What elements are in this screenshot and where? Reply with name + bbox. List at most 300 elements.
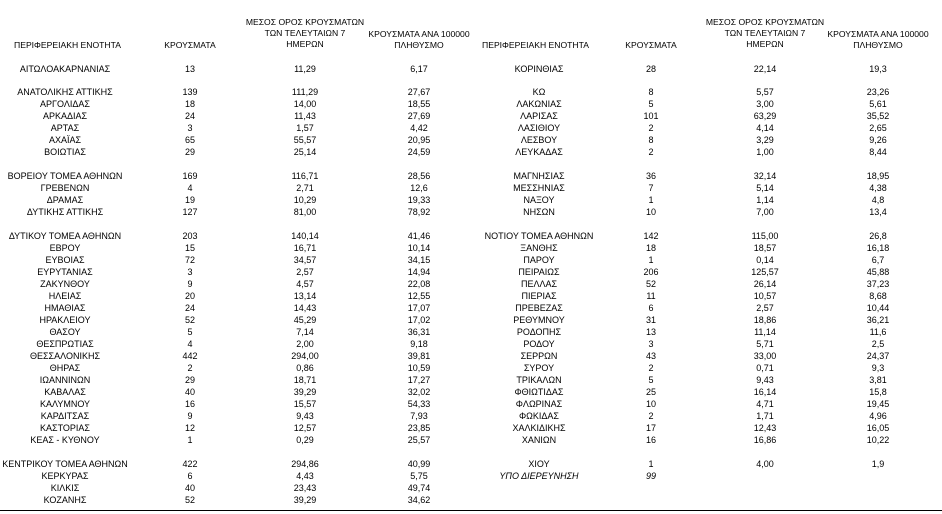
- table-row-right: [0, 266, 942, 278]
- table-row-right: [0, 206, 942, 218]
- region-cell: ΜΑΓΝΗΣΙΑΣ: [513, 171, 565, 181]
- region-cell: ΠΑΡΟΥ: [523, 255, 555, 265]
- region-cell: ΚΩ: [532, 87, 546, 97]
- avg7-cell: 18,86: [753, 315, 777, 325]
- per100k-cell: 4,96: [869, 411, 887, 421]
- avg7-cell: 81,00: [293, 207, 317, 217]
- header-region-left: ΠΕΡΙΦΕΡΕΙΑΚΗ ΕΝΟΤΗΤΑ: [14, 40, 121, 50]
- per100k-cell: 16,05: [866, 423, 890, 433]
- cases-cell: 40: [184, 387, 195, 397]
- cases-cell: 40: [184, 483, 195, 493]
- per100k-cell: 9,3: [871, 363, 885, 373]
- avg7-cell: 5,57: [756, 87, 774, 97]
- per100k-cell: 1,9: [871, 459, 885, 469]
- avg7-cell: 13,14: [293, 291, 317, 301]
- region-cell: ΑΧΑΪΑΣ: [48, 135, 82, 145]
- per100k-cell: 15,8: [869, 387, 887, 397]
- avg7-cell: 33,00: [753, 351, 777, 361]
- region-cell: ΚΟΖΑΝΗΣ: [43, 495, 87, 505]
- per100k-cell: 10,44: [866, 303, 890, 313]
- per100k-cell: 19,3: [869, 64, 887, 74]
- table-row-right: [0, 98, 942, 110]
- cases-cell: 16: [184, 399, 195, 409]
- cases-cell: 28: [645, 64, 656, 74]
- avg7-cell: 34,57: [293, 255, 317, 265]
- header-region-right: ΠΕΡΙΦΕΡΕΙΑΚΗ ΕΝΟΤΗΤΑ: [482, 40, 589, 50]
- header-avg7-line2: ΤΩΝ ΤΕΛΕΥΤΑΙΩΝ 7: [264, 28, 346, 38]
- cases-cell: 9: [187, 411, 193, 421]
- region-cell: ΘΕΣΣΑΛΟΝΙΚΗΣ: [29, 351, 101, 361]
- per100k-cell: 2,5: [871, 339, 885, 349]
- region-cell: ΑΝΑΤΟΛΙΚΗΣ ΑΤΤΙΚΗΣ: [17, 87, 113, 97]
- table-row-right: [0, 386, 942, 398]
- avg7-cell: 16,14: [753, 387, 777, 397]
- region-cell: ΙΩΑΝΝΙΝΩΝ: [39, 375, 91, 385]
- table-row-right: [0, 362, 942, 374]
- per100k-cell: 17,07: [407, 303, 431, 313]
- avg7-cell: 125,57: [751, 267, 779, 277]
- table-row-left: [0, 482, 942, 494]
- region-cell: ΣΕΡΡΩΝ: [520, 351, 558, 361]
- header-avg7-line3: ΗΜΕΡΩΝ: [286, 39, 324, 49]
- region-cell: ΚΕΡΚΥΡΑΣ: [41, 471, 89, 481]
- cases-cell: 13: [184, 64, 195, 74]
- table-row-right: [0, 374, 942, 386]
- avg7-cell: 140,14: [291, 231, 319, 241]
- table-row-right: [0, 470, 942, 482]
- table-row-right: [0, 230, 942, 242]
- avg7-cell: 294,86: [291, 459, 319, 469]
- cases-cell: 101: [643, 111, 659, 121]
- avg7-cell: 7,00: [756, 207, 774, 217]
- region-cell: ΧΑΝΙΩΝ: [521, 435, 557, 445]
- avg7-cell: 32,14: [753, 171, 777, 181]
- region-cell: ΚΟΡΙΝΘΙΑΣ: [514, 64, 564, 74]
- header-avg7-line2: ΤΩΝ ΤΕΛΕΥΤΑΙΩΝ 7: [724, 28, 806, 38]
- region-cell: ΘΑΣΟΥ: [49, 327, 81, 337]
- region-cell: ΑΡΓΟΛΙΔΑΣ: [40, 99, 90, 109]
- per100k-cell: 40,99: [407, 459, 431, 469]
- per100k-cell: 6,17: [410, 64, 428, 74]
- per100k-cell: 26,8: [869, 231, 887, 241]
- avg7-cell: 11,43: [294, 111, 316, 121]
- region-cell: ΥΠΟ ΔΙΕΡΕΥΝΗΣΗ: [499, 471, 579, 481]
- table-row-right: [0, 254, 942, 266]
- table-row-right: [0, 410, 942, 422]
- region-cell: ΝΟΤΙΟΥ ΤΟΜΕΑ ΑΘΗΝΩΝ: [484, 231, 594, 241]
- per100k-cell: 6,7: [871, 255, 885, 265]
- cases-cell: 10: [645, 207, 656, 217]
- region-cell: ΗΡΑΚΛΕΙΟΥ: [39, 315, 91, 325]
- avg7-cell: 116,71: [291, 171, 319, 181]
- avg7-cell: 10,29: [293, 195, 317, 205]
- header-per100k-line2: ΠΛΗΘΥΣΜΟ: [853, 40, 903, 50]
- per100k-cell: 27,67: [407, 87, 431, 97]
- cases-cell: 1: [187, 435, 193, 445]
- per100k-cell: 41,46: [407, 231, 431, 241]
- avg7-cell: 14,00: [293, 99, 317, 109]
- region-cell: ΔΡΑΜΑΣ: [46, 195, 84, 205]
- avg7-cell: 294,00: [291, 351, 319, 361]
- avg7-cell: 1,14: [756, 195, 774, 205]
- cases-cell: 5: [648, 99, 654, 109]
- per100k-cell: 3,81: [869, 375, 887, 385]
- region-cell: ΕΥΡΥΤΑΝΙΑΣ: [37, 267, 93, 277]
- region-cell: ΞΑΝΘΗΣ: [520, 243, 558, 253]
- per100k-cell: 7,93: [410, 411, 428, 421]
- per100k-cell: 4,38: [869, 183, 887, 193]
- table-row-right: [0, 134, 942, 146]
- region-cell: ΝΗΣΩΝ: [523, 207, 555, 217]
- per100k-cell: 18,95: [866, 171, 890, 181]
- avg7-cell: 111,29: [291, 87, 319, 97]
- avg7-cell: 39,29: [293, 495, 317, 505]
- per100k-cell: 23,85: [407, 423, 431, 433]
- per100k-cell: 36,31: [407, 327, 431, 337]
- cases-cell: 2: [648, 123, 654, 133]
- per100k-cell: 9,26: [869, 135, 887, 145]
- region-cell: ΝΑΞΟΥ: [523, 195, 555, 205]
- avg7-cell: 63,29: [753, 111, 777, 121]
- region-cell: ΛΑΚΩΝΙΑΣ: [516, 99, 562, 109]
- table-row-right: [0, 194, 942, 206]
- cases-cell: 6: [648, 303, 654, 313]
- region-cell: ΡΟΔΟΠΗΣ: [516, 327, 562, 337]
- avg7-cell: 5,14: [756, 183, 774, 193]
- cases-cell: 1: [648, 195, 654, 205]
- per100k-cell: 20,95: [407, 135, 431, 145]
- header-per100k-line1: ΚΡΟΥΣΜΑΤΑ ΑΝΑ 100000: [827, 29, 929, 39]
- per100k-cell: 22,08: [407, 279, 431, 289]
- region-cell: ΚΑΛΥΜΝΟΥ: [39, 399, 91, 409]
- region-cell: ΛΕΥΚΑΔΑΣ: [515, 147, 563, 157]
- avg7-cell: 16,71: [293, 243, 317, 253]
- table-row-right: [0, 63, 942, 75]
- region-cell: ΕΥΒΟΙΑΣ: [45, 255, 85, 265]
- cases-cell: 142: [643, 231, 659, 241]
- avg7-cell: 23,43: [293, 483, 317, 493]
- per100k-cell: 2,65: [869, 123, 887, 133]
- table-row-right: [0, 302, 942, 314]
- table-row-right: [0, 290, 942, 302]
- region-cell: ΑΡΚΑΔΙΑΣ: [42, 111, 88, 121]
- cases-cell: 5: [187, 327, 193, 337]
- cases-cell: 24: [184, 111, 195, 121]
- per100k-cell: 34,15: [407, 255, 431, 265]
- avg7-cell: 11,14: [754, 327, 776, 337]
- cases-cell: 65: [184, 135, 195, 145]
- region-cell: ΒΟΡΕΙΟΥ ΤΟΜΕΑ ΑΘΗΝΩΝ: [7, 171, 123, 181]
- cases-cell: 29: [184, 147, 195, 157]
- cases-cell: 4: [187, 339, 193, 349]
- cases-cell: 9: [187, 279, 193, 289]
- region-cell: ΖΑΚΥΝΘΟΥ: [40, 279, 90, 289]
- avg7-cell: 3,29: [756, 135, 774, 145]
- avg7-cell: 4,43: [296, 471, 314, 481]
- cases-cell: 18: [645, 243, 656, 253]
- cases-cell: 19: [184, 195, 195, 205]
- cases-cell: 8: [648, 87, 654, 97]
- per100k-cell: 24,59: [407, 147, 431, 157]
- per100k-cell: 28,56: [407, 171, 431, 181]
- region-cell: ΚΑΡΔΙΤΣΑΣ: [40, 411, 90, 421]
- cases-cell: 25: [645, 387, 656, 397]
- cases-cell: 20: [184, 291, 195, 301]
- region-cell: ΔΥΤΙΚΟΥ ΤΟΜΕΑ ΑΘΗΝΩΝ: [8, 231, 122, 241]
- cases-cell: 31: [645, 315, 656, 325]
- cases-cell: 2: [648, 411, 654, 421]
- avg7-cell: 18,57: [753, 243, 777, 253]
- cases-cell: 422: [182, 459, 198, 469]
- per100k-cell: 4,8: [871, 195, 885, 205]
- region-cell: ΚΑΒΑΛΑΣ: [44, 387, 86, 397]
- avg7-cell: 2,71: [296, 183, 314, 193]
- region-cell: ΓΡΕΒΕΝΩΝ: [40, 183, 90, 193]
- cases-cell: 10: [645, 399, 656, 409]
- per100k-cell: 27,69: [407, 111, 431, 121]
- region-cell: ΦΛΩΡΙΝΑΣ: [515, 399, 563, 409]
- cases-cell: 18: [184, 99, 195, 109]
- per100k-cell: 10,59: [407, 363, 431, 373]
- avg7-cell: 26,14: [753, 279, 777, 289]
- avg7-cell: 0,71: [756, 363, 774, 373]
- header-cases-left: ΚΡΟΥΣΜΑΤΑ: [164, 40, 216, 50]
- cases-cell: 203: [182, 231, 198, 241]
- per100k-cell: 14,94: [407, 267, 431, 277]
- avg7-cell: 4,00: [756, 459, 774, 469]
- per100k-cell: 35,52: [866, 111, 890, 121]
- table-row-right: [0, 146, 942, 158]
- region-cell: ΣΥΡΟΥ: [523, 363, 555, 373]
- cases-cell: 2: [648, 147, 654, 157]
- avg7-cell: 15,57: [293, 399, 317, 409]
- table-row-right: [0, 338, 942, 350]
- header-avg7-line1: ΜΕΣΟΣ ΟΡΟΣ ΚΡΟΥΣΜΑΤΩΝ: [245, 17, 365, 27]
- per100k-cell: 18,55: [407, 99, 431, 109]
- cases-cell: 442: [182, 351, 198, 361]
- cases-cell: 24: [184, 303, 195, 313]
- avg7-cell: 18,71: [293, 375, 317, 385]
- header-avg7-line3: ΗΜΕΡΩΝ: [746, 39, 784, 49]
- table-row-right: [0, 350, 942, 362]
- table-row-left: [0, 494, 942, 506]
- cases-cell: 36: [645, 171, 656, 181]
- per100k-cell: 23,26: [866, 87, 890, 97]
- cases-cell: 1: [648, 459, 654, 469]
- region-cell: ΠΕΙΡΑΙΩΣ: [518, 267, 560, 277]
- region-cell: ΦΘΙΩΤΙΔΑΣ: [514, 387, 564, 397]
- region-cell: ΧΑΛΚΙΔΙΚΗΣ: [512, 423, 566, 433]
- table-row-right: [0, 458, 942, 470]
- region-cell: ΚΕΝΤΡΙΚΟΥ ΤΟΜΕΑ ΑΘΗΝΩΝ: [2, 459, 128, 469]
- avg7-cell: 4,57: [296, 279, 314, 289]
- cases-cell: 52: [645, 279, 656, 289]
- cases-cell: 2: [648, 363, 654, 373]
- per100k-cell: 19,33: [407, 195, 431, 205]
- header-per100k-left: [363, 29, 475, 51]
- region-cell: ΛΑΣΙΘΙΟΥ: [517, 123, 561, 133]
- header-cases-right: ΚΡΟΥΣΜΑΤΑ: [625, 40, 677, 50]
- cases-cell: 8: [648, 135, 654, 145]
- per100k-cell: 8,68: [869, 291, 887, 301]
- avg7-cell: 1,71: [756, 411, 774, 421]
- avg7-cell: 4,71: [756, 399, 774, 409]
- cases-cell: 127: [182, 207, 198, 217]
- region-cell: ΧΙΟΥ: [528, 459, 550, 469]
- avg7-cell: 0,86: [296, 363, 314, 373]
- cases-cell: 7: [648, 183, 654, 193]
- table-row-right: [0, 110, 942, 122]
- per100k-cell: 11,6: [869, 327, 887, 337]
- per100k-cell: 16,18: [866, 243, 890, 253]
- table-row-right: [0, 182, 942, 194]
- header-per100k-right: [822, 29, 934, 51]
- per100k-cell: 5,75: [410, 471, 428, 481]
- region-cell: ΗΛΕΙΑΣ: [48, 291, 82, 301]
- per100k-cell: 49,74: [407, 483, 431, 493]
- region-cell: ΗΜΑΘΙΑΣ: [44, 303, 86, 313]
- region-cell: ΘΗΡΑΣ: [49, 363, 81, 373]
- table-row-right: [0, 398, 942, 410]
- avg7-cell: 1,00: [756, 147, 774, 157]
- per100k-cell: 19,45: [866, 399, 890, 409]
- avg7-cell: 4,14: [756, 123, 774, 133]
- avg7-cell: 115,00: [751, 231, 779, 241]
- per100k-cell: 10,22: [866, 435, 890, 445]
- avg7-cell: 22,14: [753, 64, 777, 74]
- header-avg7-left: [240, 17, 370, 50]
- region-cell: ΜΕΣΣΗΝΙΑΣ: [513, 183, 565, 193]
- per100k-cell: 4,42: [410, 123, 428, 133]
- region-cell: ΡΟΔΟΥ: [523, 339, 555, 349]
- avg7-cell: 3,00: [756, 99, 774, 109]
- region-cell: ΚΙΛΚΙΣ: [50, 483, 80, 493]
- per100k-cell: 39,81: [407, 351, 431, 361]
- region-cell: ΘΕΣΠΡΩΤΙΑΣ: [36, 339, 94, 349]
- cases-cell: 1: [648, 255, 654, 265]
- region-cell: ΡΕΘΥΜΝΟΥ: [513, 315, 565, 325]
- cases-cell: 13: [645, 327, 656, 337]
- avg7-cell: 1,57: [296, 123, 314, 133]
- cases-cell: 3: [187, 123, 193, 133]
- region-cell: ΠΡΕΒΕΖΑΣ: [515, 303, 563, 313]
- header-avg7-right: [700, 17, 830, 50]
- per100k-cell: 45,88: [866, 267, 890, 277]
- avg7-cell: 0,14: [756, 255, 774, 265]
- avg7-cell: 7,14: [296, 327, 314, 337]
- avg7-cell: 45,29: [293, 315, 317, 325]
- region-cell: ΕΒΡΟΥ: [49, 243, 81, 253]
- header-per100k-line1: ΚΡΟΥΣΜΑΤΑ ΑΝΑ 100000: [368, 29, 470, 39]
- avg7-cell: 55,57: [293, 135, 317, 145]
- per100k-cell: 32,02: [407, 387, 431, 397]
- avg7-cell: 16,86: [753, 435, 777, 445]
- table-row-right: [0, 326, 942, 338]
- per100k-cell: 36,21: [866, 315, 890, 325]
- table-row-right: [0, 314, 942, 326]
- per100k-cell: 8,44: [869, 147, 887, 157]
- avg7-cell: 2,00: [296, 339, 314, 349]
- per100k-cell: 17,27: [407, 375, 431, 385]
- cases-cell: 52: [184, 315, 195, 325]
- cases-cell: 52: [184, 495, 195, 505]
- avg7-cell: 12,57: [293, 423, 317, 433]
- avg7-cell: 5,71: [756, 339, 774, 349]
- per100k-cell: 12,6: [410, 183, 428, 193]
- cases-cell: 43: [645, 351, 656, 361]
- cases-cell: 169: [182, 171, 198, 181]
- per100k-cell: 5,61: [869, 99, 887, 109]
- region-cell: ΑΙΤΩΛΟΑΚΑΡΝΑΝΙΑΣ: [19, 64, 111, 74]
- avg7-cell: 9,43: [296, 411, 314, 421]
- avg7-cell: 12,43: [753, 423, 777, 433]
- per100k-cell: 9,18: [410, 339, 428, 349]
- per100k-cell: 12,55: [407, 291, 431, 301]
- cases-cell: 5: [648, 375, 654, 385]
- per100k-cell: 54,33: [407, 399, 431, 409]
- region-cell: ΔΥΤΙΚΗΣ ΑΤΤΙΚΗΣ: [26, 207, 104, 217]
- cases-cell: 4: [187, 183, 193, 193]
- per100k-cell: 10,14: [407, 243, 431, 253]
- cases-cell: 16: [645, 435, 656, 445]
- cases-cell: 72: [184, 255, 195, 265]
- cases-cell: 6: [187, 471, 193, 481]
- avg7-cell: 0,29: [296, 435, 314, 445]
- per100k-cell: 78,92: [407, 207, 431, 217]
- cases-cell: 15: [184, 243, 195, 253]
- cases-cell: 17: [645, 423, 656, 433]
- avg7-cell: 10,57: [753, 291, 777, 301]
- per100k-cell: 37,23: [866, 279, 890, 289]
- cases-cell: 3: [648, 339, 654, 349]
- avg7-cell: 9,43: [756, 375, 774, 385]
- avg7-cell: 39,29: [293, 387, 317, 397]
- per100k-cell: 34,62: [407, 495, 431, 505]
- table-row-right: [0, 122, 942, 134]
- cases-cell: 12: [184, 423, 195, 433]
- region-cell: ΚΑΣΤΟΡΙΑΣ: [40, 423, 90, 433]
- region-cell: ΛΑΡΙΣΑΣ: [520, 111, 558, 121]
- cases-cell: 29: [184, 375, 195, 385]
- per100k-cell: 13,4: [869, 207, 887, 217]
- table-row-right: [0, 422, 942, 434]
- region-cell: ΤΡΙΚΑΛΩΝ: [516, 375, 562, 385]
- per100k-cell: 17,02: [407, 315, 431, 325]
- per100k-cell: 25,57: [407, 435, 431, 445]
- cases-cell: 3: [187, 267, 193, 277]
- region-cell: ΠΙΕΡΙΑΣ: [521, 291, 557, 301]
- cases-cell: 206: [643, 267, 659, 277]
- table-row-right: [0, 434, 942, 446]
- region-cell: ΒΟΙΩΤΙΑΣ: [44, 147, 86, 157]
- cases-cell: 11: [646, 291, 656, 301]
- table-row-right: [0, 242, 942, 254]
- region-cell: ΠΕΛΛΑΣ: [520, 279, 558, 289]
- avg7-cell: 14,43: [293, 303, 317, 313]
- avg7-cell: 2,57: [296, 267, 314, 277]
- table-row-right: [0, 278, 942, 290]
- header-per100k-line2: ΠΛΗΘΥΣΜΟ: [394, 40, 444, 50]
- bottom-border: [0, 510, 942, 511]
- cases-cell: 2: [187, 363, 193, 373]
- table-row-right: [0, 170, 942, 182]
- header-avg7-line1: ΜΕΣΟΣ ΟΡΟΣ ΚΡΟΥΣΜΑΤΩΝ: [705, 17, 825, 27]
- table-row-right: [0, 86, 942, 98]
- cases-cell: 139: [182, 87, 198, 97]
- region-cell: ΑΡΤΑΣ: [50, 123, 80, 133]
- per100k-cell: 24,37: [866, 351, 890, 361]
- region-cell: ΦΩΚΙΔΑΣ: [519, 411, 559, 421]
